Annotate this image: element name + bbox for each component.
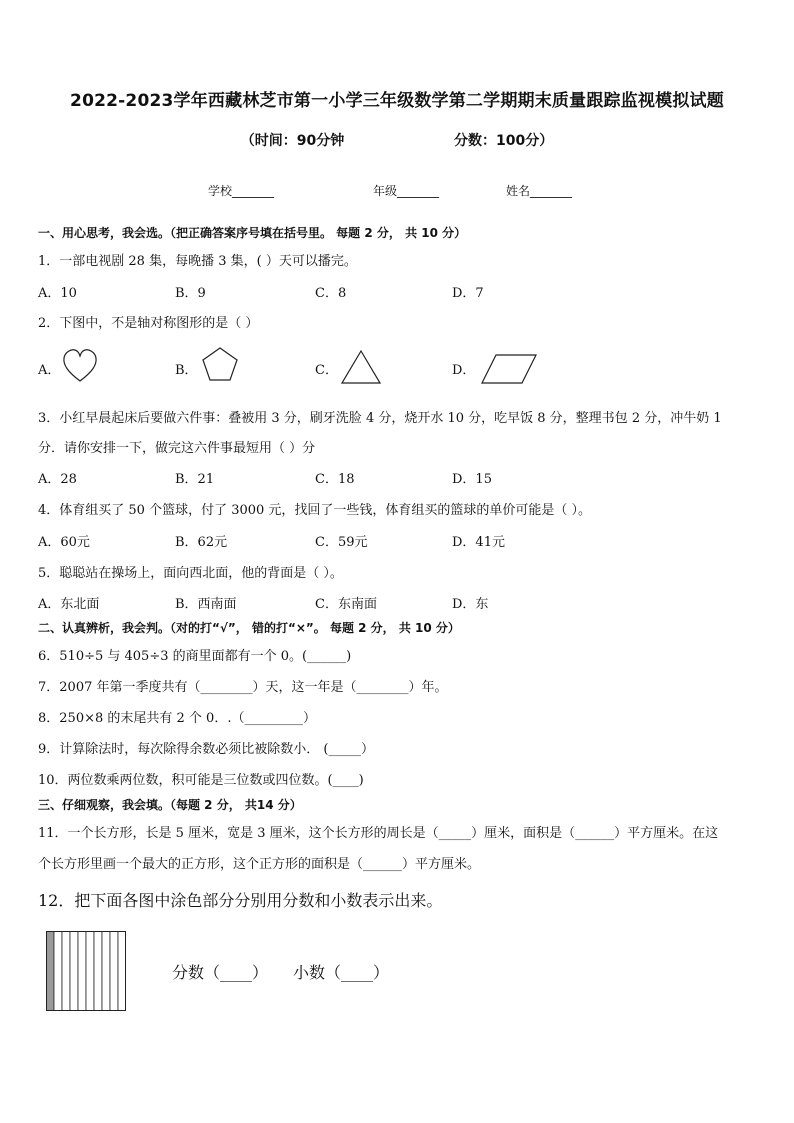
option-2d-label: D． <box>452 363 476 378</box>
question-7: 7．2007 年第一季度共有（________）天，这一年是（________）年。 <box>38 680 448 695</box>
strip <box>78 931 86 1011</box>
decimal-answer[interactable]: 小数（____） <box>293 963 390 982</box>
strip <box>86 931 94 1011</box>
option-3b: B．21 <box>175 472 215 487</box>
option-4d: D．41元 <box>452 535 505 550</box>
option-1b: B．9 <box>175 286 206 301</box>
question-12: 12．把下面各图中涂色部分分别用分数和小数表示出来。 <box>38 891 443 910</box>
strip <box>62 931 70 1011</box>
heart-icon <box>62 348 98 384</box>
option-5d: D．东 <box>452 597 489 612</box>
school-field[interactable]: 学校_______ <box>208 184 275 198</box>
option-5c: C．东南面 <box>315 597 377 612</box>
option-2b-label: B． <box>175 363 198 378</box>
strip <box>70 931 78 1011</box>
name-field[interactable]: 姓名_______ <box>506 184 573 198</box>
option-4c: C．59元 <box>315 535 368 550</box>
option-3d: D．15 <box>452 472 492 487</box>
option-3c: C．18 <box>315 472 355 487</box>
strip <box>54 931 62 1011</box>
strip <box>110 931 118 1011</box>
option-4a: A．60元 <box>38 535 90 550</box>
strip <box>94 931 102 1011</box>
option-2c-label: C． <box>315 363 338 378</box>
section-heading-3: 三、仔细观察，我会填。（每题 2 分， 共14 分） <box>38 798 302 812</box>
question-2: 2．下图中，不是轴对称图形的是（ ） <box>38 316 259 331</box>
strip <box>118 931 126 1011</box>
question-3-line2: 分．请你安排一下，做完这六件事最短用（ ）分 <box>38 441 316 456</box>
option-1d: D．7 <box>452 286 484 301</box>
option-2a-label: A． <box>38 363 61 378</box>
exam-time: （时间：90分钟 <box>240 133 345 149</box>
page-title: 2022-2023学年西藏林芝市第一小学三年级数学第二学期期末质量跟踪监视模拟试题 <box>70 91 724 111</box>
option-5b: B．西南面 <box>175 597 237 612</box>
question-6: 6．510÷5 与 405÷3 的商里面都有一个 0。(______) <box>38 649 352 664</box>
exam-score: 分数：100分） <box>454 133 554 149</box>
pentagon-icon <box>201 346 239 382</box>
option-4b: B．62元 <box>175 535 228 550</box>
section-heading-1: 一、用心思考，我会选。（把正确答案序号填在括号里。 每题 2 分， 共 10 分） <box>38 226 467 240</box>
question-3-line1: 3．小红早晨起床后要做六件事：叠被用 3 分，刷牙洗脸 4 分，烧开水 10 分，吃早饭 8 分，整理书包 2 分，冲牛奶 1 <box>38 411 722 426</box>
strip <box>102 931 110 1011</box>
question-9: 9．计算除法时，每次除得余数必须比被除数小． (_____） <box>38 742 374 757</box>
question-8: 8．250×8 的末尾共有 2 个 0．.（_________） <box>38 711 316 726</box>
fraction-answer[interactable]: 分数（____） <box>172 963 269 982</box>
question-1: 1．一部电视剧 28 集，每晚播 3 集，( ）天可以播完。 <box>38 254 357 269</box>
option-1a: A．10 <box>38 286 77 301</box>
grade-field[interactable]: 年级_______ <box>373 184 440 198</box>
exam-meta <box>0 130 794 150</box>
section-heading-2: 二、认真辨析，我会判。（对的打“√”， 错的打“×”。 每题 2 分， 共 10 分） <box>38 621 460 635</box>
option-1c: C．8 <box>315 286 347 301</box>
triangle-icon <box>340 349 382 385</box>
strip-figure <box>46 931 126 1011</box>
parallelogram-icon <box>480 353 538 385</box>
question-11-line1: 11．一个长方形，长是 5 厘米，宽是 3 厘米，这个长方形的周长是（_____）厘米，面积是（______）平方厘米。在这 <box>38 826 719 841</box>
question-4: 4．体育组买了 50 个篮球，付了 3000 元，找回了一些钱，体育组买的篮球的单价可能是（ ）。 <box>38 503 592 518</box>
option-5a: A．东北面 <box>38 597 100 612</box>
question-11-line2: 个长方形里画一个最大的正方形，这个正方形的面积是（______）平方厘米。 <box>38 857 481 872</box>
question-5: 5．聪聪站在操场上，面向西北面，他的背面是（ ）。 <box>38 566 343 581</box>
shaded-strip <box>46 931 54 1011</box>
option-3a: A．28 <box>38 472 77 487</box>
question-10: 10．两位数乘两位数，积可能是三位数或四位数。(____) <box>38 773 364 788</box>
